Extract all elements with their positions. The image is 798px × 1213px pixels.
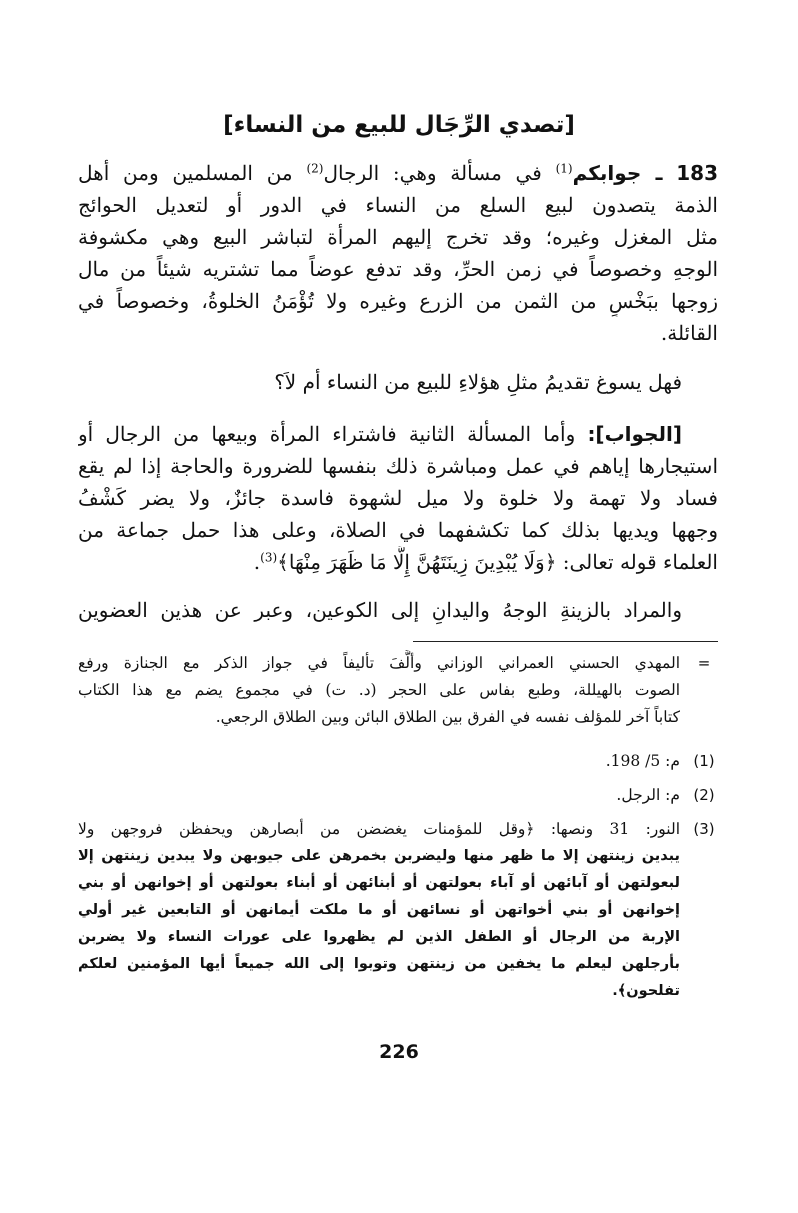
page-number: 226 bbox=[379, 1041, 419, 1063]
footnote-ref-1: (1) bbox=[555, 161, 573, 176]
footnote-continuation-line-3: كتاباً آخر للمؤلف نفسه في الفرق بين الطلاق البائن وبين الطلاق الرجعي. bbox=[215, 708, 680, 726]
answer-text-1: وأما المسألة الثانية فاشتراء المرأة وبيعها من الرجال أو bbox=[78, 422, 588, 446]
footnote-2-text: م: الرجل. bbox=[616, 786, 680, 804]
footnote-3-line-1 bbox=[78, 816, 680, 843]
question-line-2: الذمة يتصدون لبيع السلع من النساء في الدور أو لتعديل الحوائج bbox=[78, 193, 718, 217]
question-text-1b: من المسلمين ومن أهل bbox=[78, 161, 307, 185]
footnote-ref-2: (2) bbox=[306, 161, 324, 176]
footnote-1-text: م: 5/ 198. bbox=[605, 752, 680, 770]
footnote-continuation-marker: = bbox=[697, 654, 711, 672]
footnote-continuation-line-2: الصوت بالهيللة، وطبع بفاس على الحجر (د. ت) في مجموع يضم مع هذا الكتاب bbox=[78, 681, 680, 699]
question-line-4: الوجهِ وخصوصاً في زمن الحرِّ، وقد تدفع عوضاً مما تشتريه شيئاً من مال bbox=[78, 257, 718, 281]
footnote-2-marker: (2) bbox=[693, 786, 715, 804]
answer-text-5: العلماء قوله تعالى: ﴿وَلَا يُبْدِينَ زِينَتَهُنَّ إِلَّا مَا ظَهَرَ مِنْهَا﴾ bbox=[277, 550, 718, 574]
footnote-3-line-3: لبعولتهن أو آبائهن أو آباء بعولتهن أو أبنائهن أو أبناء بعولتهن أو إخوانهن أو بني bbox=[78, 875, 680, 891]
answer-line-2: استيجارها إياهم في عمل ومباشرة ذلك بنفسها للضرورة والحاجة إذا لم يقع bbox=[78, 454, 718, 478]
footnote-3-line-1-text: النور: 31 ونصها: ﴿وقل للمؤمنات يغضضن من أبصارهن ويحفظن فروجهن ولا bbox=[78, 820, 680, 838]
footnote-3-line-7: تفلحون﴾. bbox=[612, 983, 680, 999]
footnote-continuation-line-1: المهدي الحسني العمراني الوزاني وألَّفَ تأليفاً في جواز الذكر مع الجنازة ورفع bbox=[78, 654, 680, 672]
footnote-3-line-4: إخوانهن أو بني أخواتهن أو نسائهن أو ما ملكت أيمانهن أو التابعين غير أولي bbox=[78, 902, 680, 918]
footnote-separator bbox=[413, 641, 718, 642]
question-line-5: زوجها ببَخْسٍ من الثمن من الزرع وغيره ولا تُؤْمَنُ الخلوةُ، وخصوصاً في bbox=[78, 289, 718, 313]
question-closing: فهل يسوغ تقديمُ مثلِ هؤلاءِ للبيع من النساء أم لاَ؟ bbox=[274, 370, 682, 394]
section-heading: [تصدي الرِّجَال للبيع من النساء] bbox=[223, 112, 575, 138]
question-number: 183 bbox=[676, 161, 718, 185]
answer-line-4: وجهها ويديها بذلك كما تكشفهما في الصلاة، وعلى هذا حمل جماعة من bbox=[78, 518, 718, 542]
question-label: ـ جوابكم bbox=[572, 161, 663, 185]
footnote-3-line-6: بأرجلهن ليعلم ما يخفين من زينتهن وتوبوا إلى الله جميعاً أيها المؤمنين لعلكم bbox=[78, 956, 680, 972]
question-line-1 bbox=[78, 157, 718, 189]
answer-line-6: والمراد بالزينةِ الوجهُ واليدانِ إلى الكوعين، وعبر عن هذين العضوين bbox=[78, 598, 682, 622]
answer-line-3: فساد ولا تهمة ولا خلوة ولا ميل لشهوة فاسدة جائزٌ، ولا يضر كَشْفُ bbox=[78, 486, 718, 510]
footnote-3-marker: (3) bbox=[693, 820, 715, 838]
answer-line-5 bbox=[78, 546, 718, 578]
question-text-1a: في مسألة وهي: الرجال bbox=[323, 161, 556, 185]
answer-label: [الجواب]: bbox=[587, 422, 682, 446]
question-line-3: مثل المغزل وغيره؛ وقد تخرج إليهم المرأة لتباشر البيع وهي مكشوفة bbox=[78, 225, 718, 249]
footnote-1-marker: (1) bbox=[693, 752, 715, 770]
footnote-3-line-2: يبدين زينتهن إلا ما ظهر منها وليضربن بخمرهن على جيوبهن ولا يبدين زينتهن إلا bbox=[78, 848, 680, 864]
answer-line-1 bbox=[78, 418, 682, 450]
footnote-3-line-5: الإربة من الرجال أو الطفل الذين لم يظهروا على عورات النساء ولا يضربن bbox=[78, 929, 680, 945]
question-line-6: القائلة. bbox=[660, 321, 718, 345]
answer-line-end: . bbox=[253, 550, 261, 574]
footnote-ref-3: (3) bbox=[260, 550, 278, 565]
